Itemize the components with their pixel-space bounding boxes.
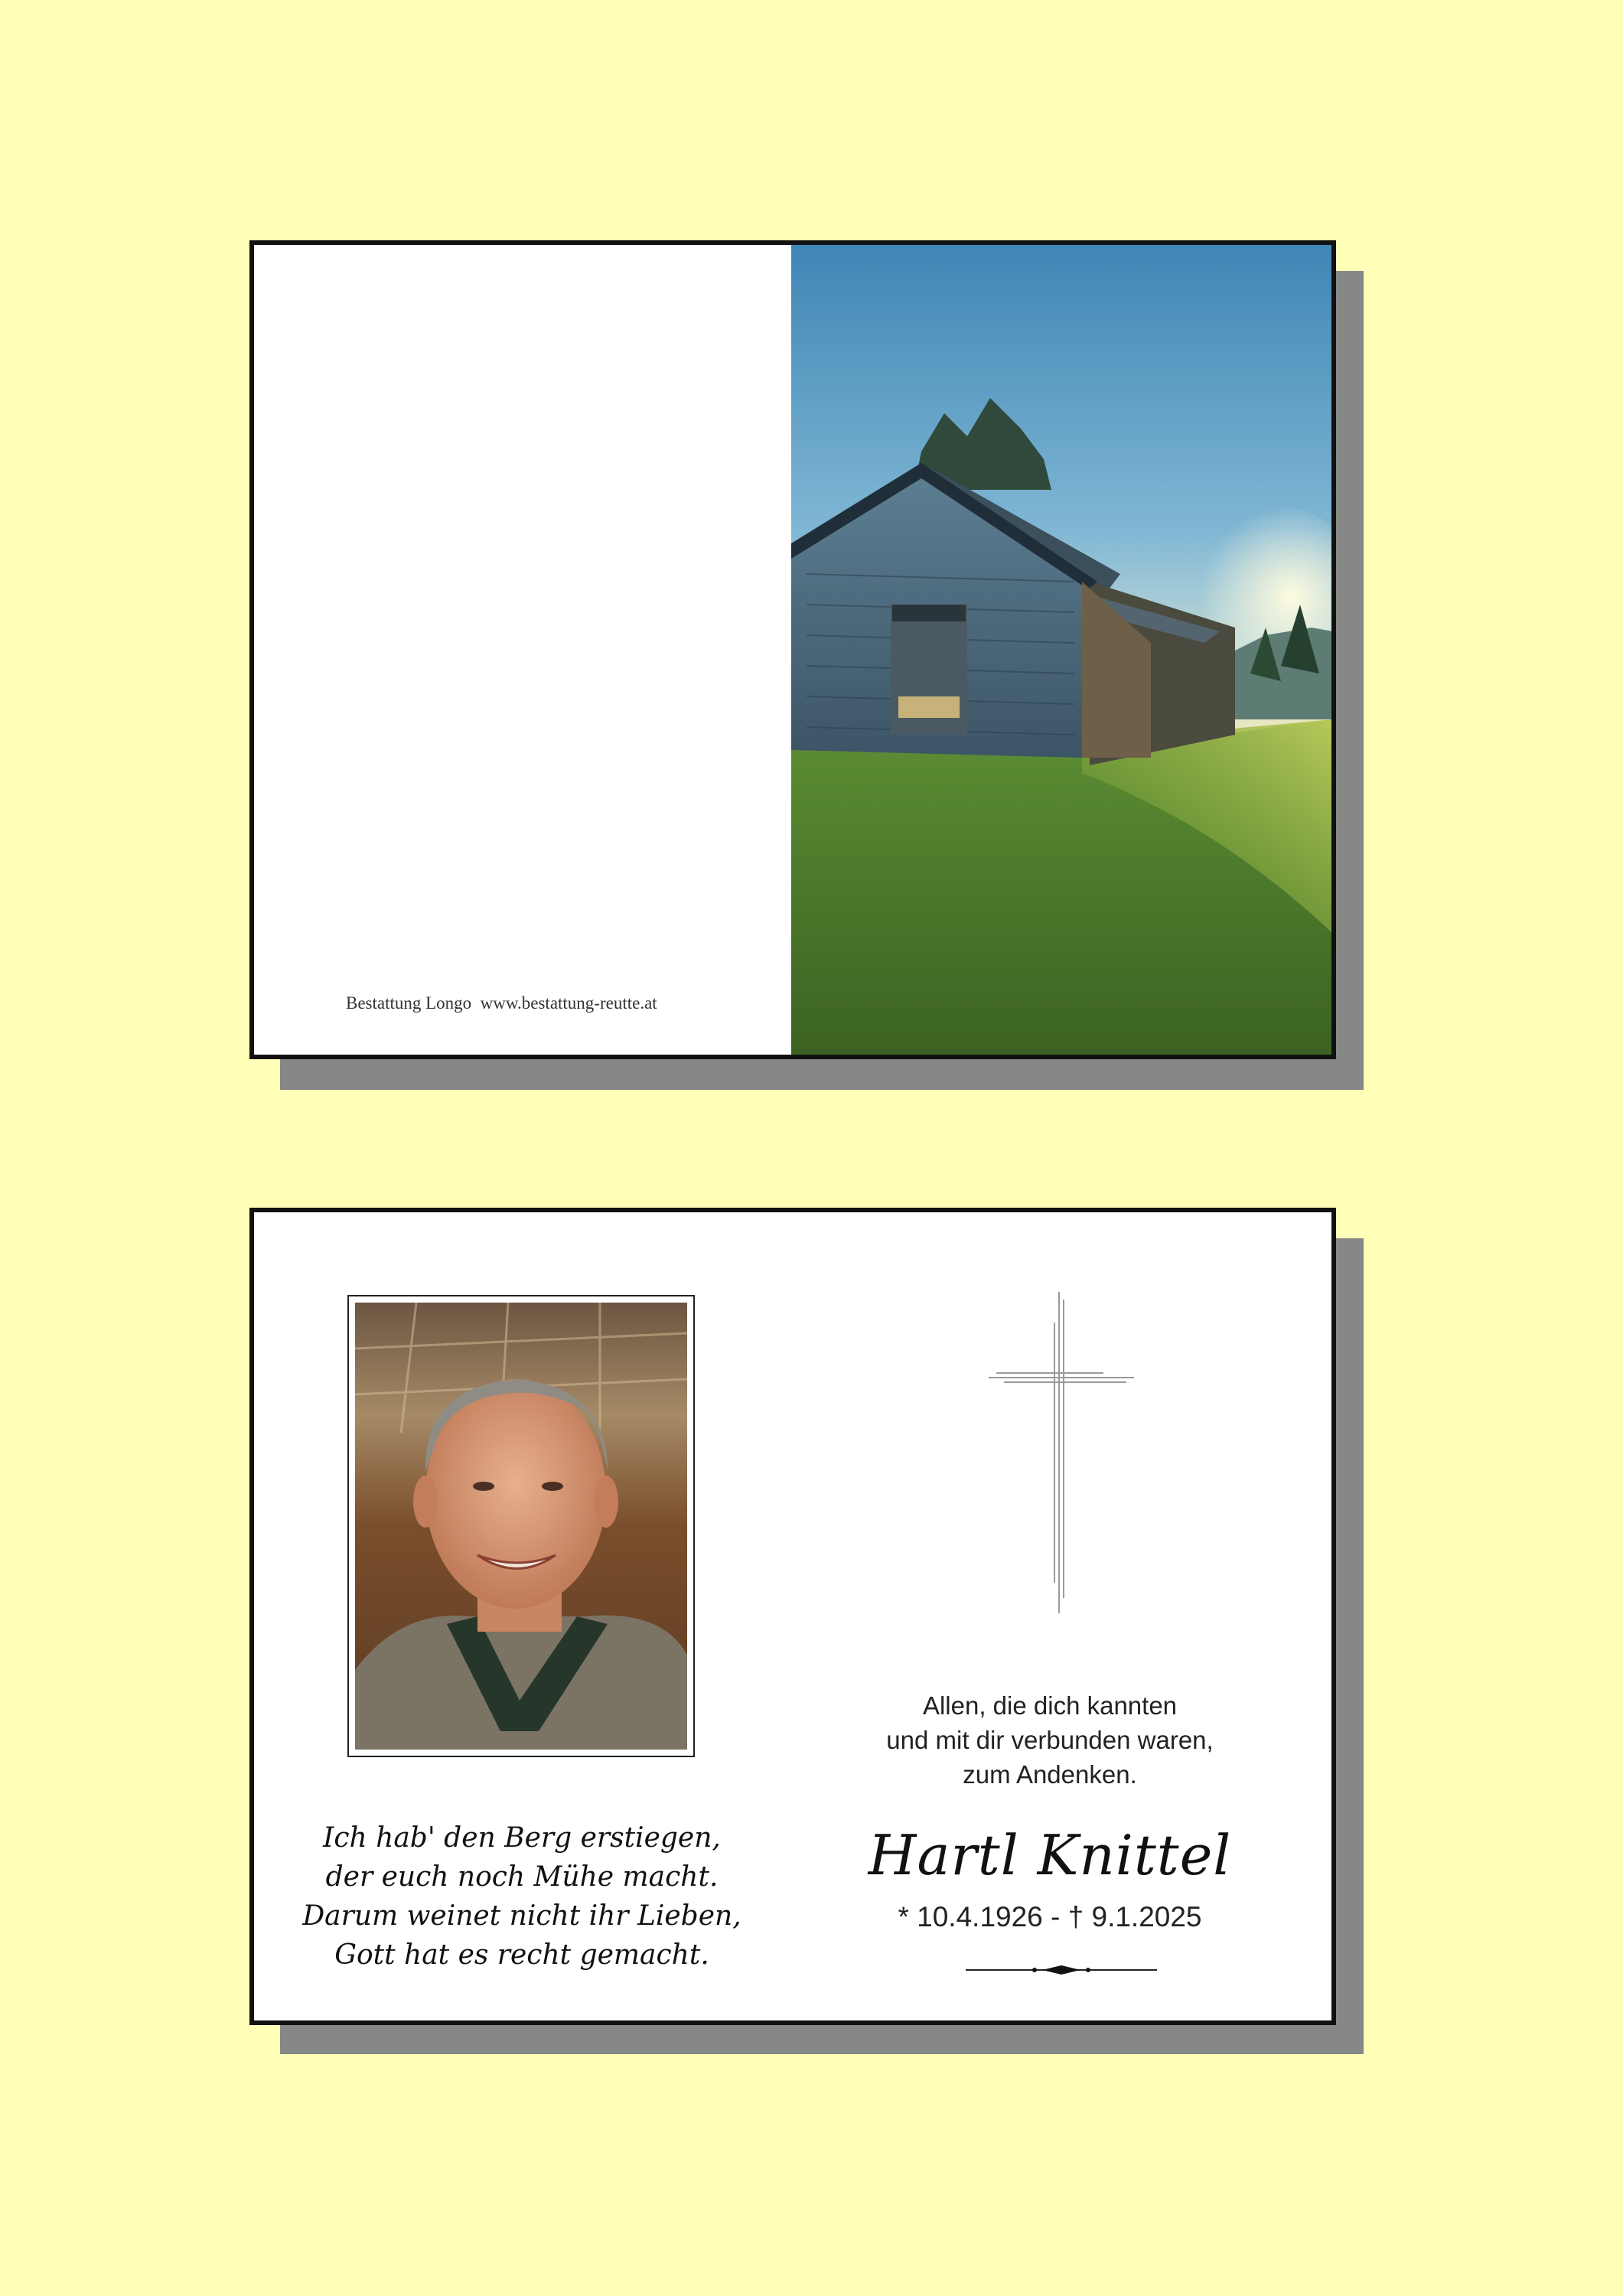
card-front: [249, 240, 1364, 1090]
card-inside-body: [249, 1208, 1336, 2025]
dedication-line: und mit dir verbunden waren,: [886, 1726, 1214, 1754]
dedication: [836, 1688, 1264, 1792]
portrait-photo: [355, 1303, 687, 1750]
card-front-body: [249, 240, 1336, 1059]
poem-line: der euch noch Mühe macht.: [325, 1861, 719, 1893]
mountain-hut-image: [791, 245, 1333, 1055]
funeral-home-footer: Bestattung Longo www.bestattung-reutte.at: [346, 993, 657, 1013]
card-front-blank-panel: [254, 245, 790, 1055]
dedication-line: zum Andenken.: [963, 1760, 1137, 1789]
cross-icon: [989, 1292, 1134, 1613]
dedication-line: Allen, die dich kannten: [922, 1691, 1178, 1720]
poem: [300, 1818, 744, 1975]
poem-line: Gott hat es recht gemacht.: [334, 1939, 709, 1971]
life-dates: * 10.4.1926 - † 9.1.2025: [898, 1901, 1202, 1932]
poem-line: Darum weinet nicht ihr Lieben,: [302, 1900, 741, 1932]
poem-line: Ich hab' den Berg erstiegen,: [323, 1822, 721, 1854]
portrait-frame: [347, 1295, 695, 1757]
deceased-name: Hartl Knittel: [868, 1823, 1232, 1887]
ornament-divider-icon: [966, 1964, 1157, 1976]
card-inside: [249, 1208, 1364, 2054]
